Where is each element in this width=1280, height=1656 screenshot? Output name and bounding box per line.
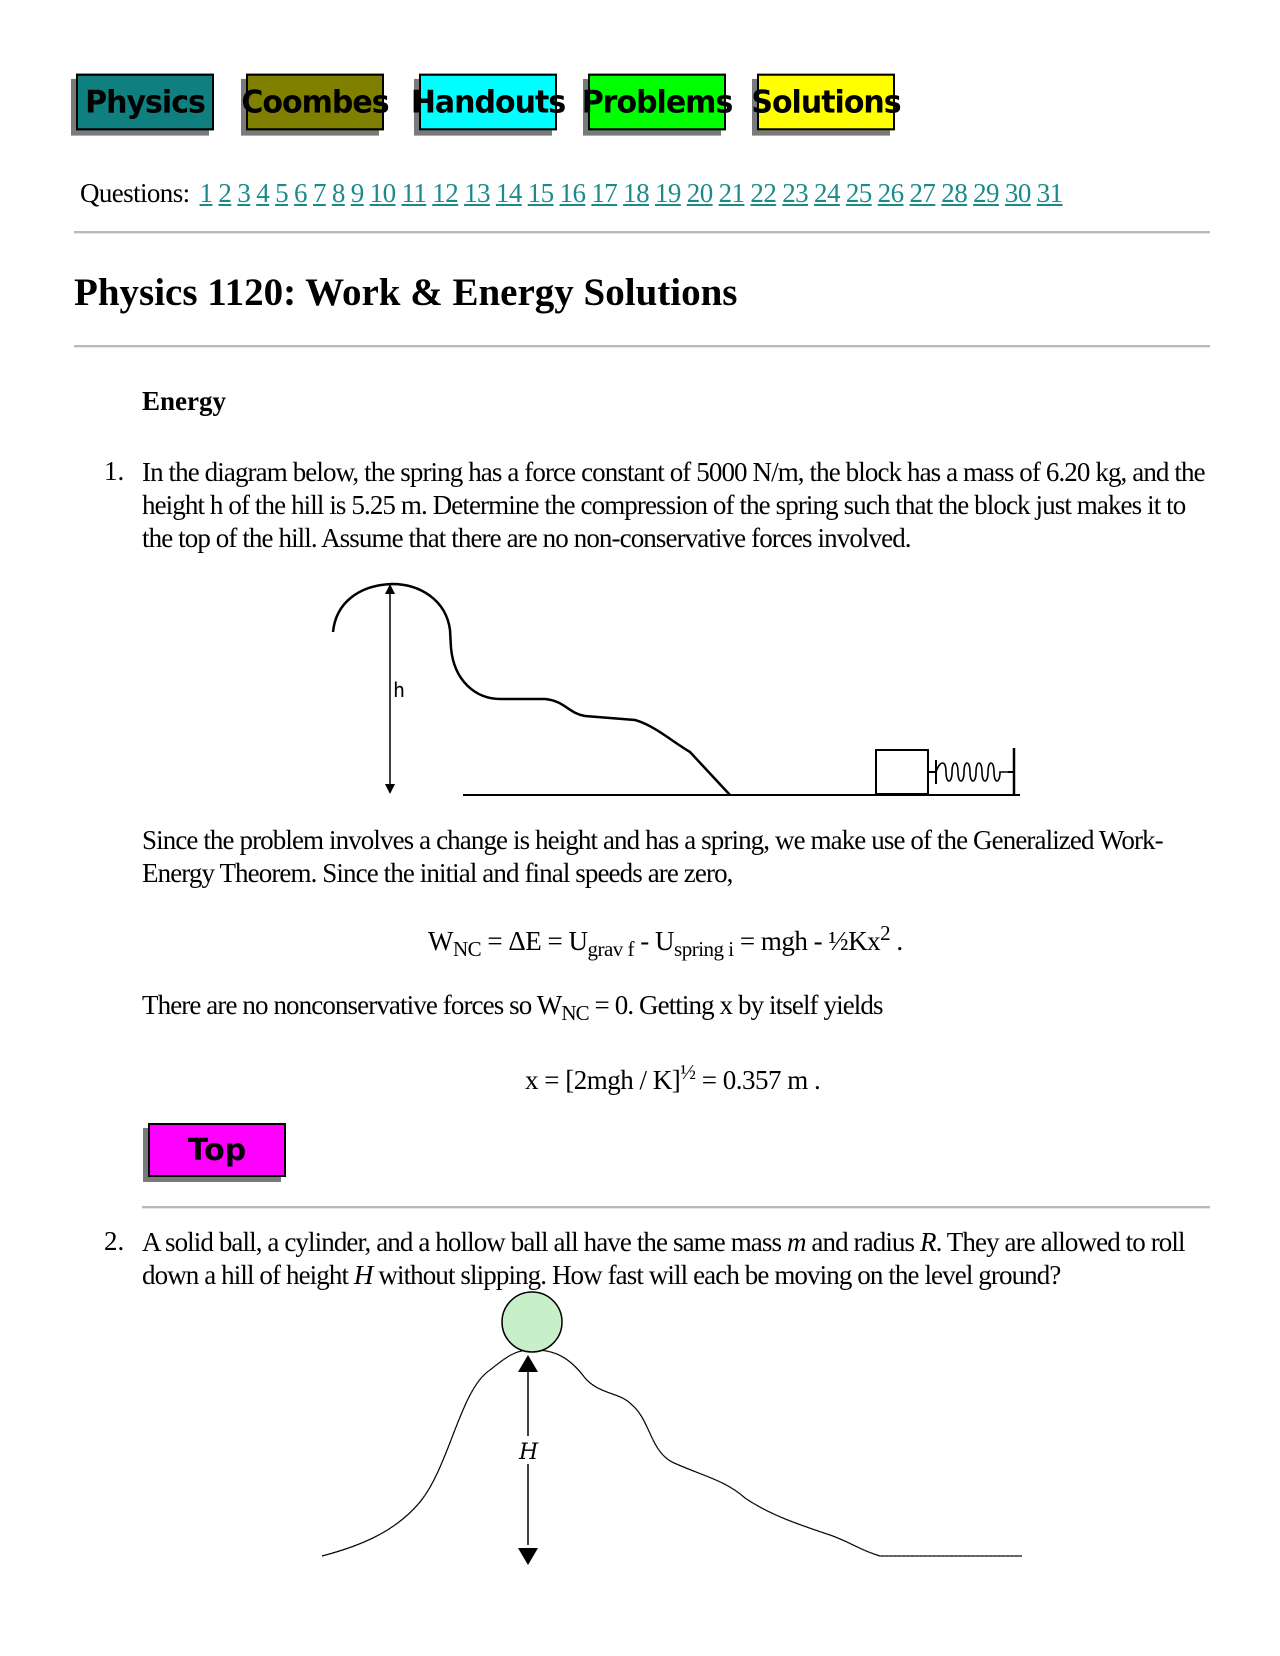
question-2-text: A solid ball, a cylinder, and a hollow ball all have the same mass m and radius R. They are allowed to roll down a hill of height H without slipping. How fast will each be moving on the level ground? [142,1227,1185,1290]
question-link-17[interactable]: 17 [591,178,618,208]
question-link-23[interactable]: 23 [782,178,809,208]
nav-problems-button[interactable]: Problems [588,74,726,131]
question-link-9[interactable]: 9 [350,178,364,208]
equation-1: $W_{NC} = \Delta E = U_{grav f} - U_{spring i}$ = mgh - ½Kx$^2$ . [428,921,903,961]
question-link-14[interactable]: 14 [495,178,522,208]
question-link-13[interactable]: 13 [464,178,490,208]
question-link-29[interactable]: 29 [973,178,999,208]
question-link-5[interactable]: 5 [275,178,289,208]
explanation-text: Since the problem involves a change is height and has a spring, we make use of the Generalized Work-Energy Theorem. Since the initial and final speeds are zero, [142,825,1163,888]
height-label: h [393,678,406,702]
nav-coombes-button[interactable]: Coombes [246,74,384,131]
question-link-28[interactable]: 28 [941,178,968,208]
question-link-2[interactable]: 2 [218,178,232,208]
question-link-20[interactable]: 20 [686,178,713,208]
question-link-11[interactable]: 11 [401,178,427,208]
nav-handouts-button[interactable]: Handouts [419,74,557,131]
question-link-6[interactable]: 6 [294,178,307,208]
question-link-7[interactable]: 7 [312,178,326,208]
question-link-27[interactable]: 27 [909,178,936,208]
height-label: H [519,1440,539,1465]
question-link-10[interactable]: 10 [369,178,396,208]
hill-curve [322,1350,1022,1556]
arrow-up-icon [518,1355,538,1372]
nav-solutions-button[interactable]: Solutions [757,74,895,131]
question-link-4[interactable]: 4 [256,178,270,208]
question-link-19[interactable]: 19 [654,178,681,208]
hill-outline [322,1350,1022,1556]
question-link-25[interactable]: 25 [845,178,872,208]
nonconservative-line: There are no nonconservative forces so $W_{NC} = 0$. Getting x by itself yields [142,990,883,1025]
question-link-22[interactable]: 22 [750,178,777,208]
questions-label: Questions: [80,178,190,208]
question-link-12[interactable]: 12 [432,178,459,208]
section-title: Energy [142,386,226,416]
question-link-15[interactable]: 15 [527,178,554,208]
question-link-31[interactable]: 31 [1036,178,1063,208]
question-link-26[interactable]: 26 [877,178,904,208]
question-link-1[interactable]: 1 [199,178,213,208]
question-number: 2. [104,1226,125,1256]
question-link-3[interactable]: 3 [237,178,251,208]
question-link-18[interactable]: 18 [623,178,649,208]
page-title: Physics 1120: Work & Energy Solutions [74,271,738,314]
question-link-16[interactable]: 16 [559,178,586,208]
question-link-30[interactable]: 30 [1004,178,1031,208]
question-link-24[interactable]: 24 [814,178,840,208]
question-link-8[interactable]: 8 [331,178,345,208]
question-link-21[interactable]: 21 [718,178,745,208]
arrow-down-icon [518,1548,538,1565]
ball [502,1292,562,1352]
equation-2: x = [2mgh / K]$^{\frac{1}{2}}$ = 0.357 m . [525,1060,821,1095]
nav-physics-button[interactable]: Physics [76,74,214,131]
top-button[interactable]: Top [148,1123,286,1177]
question-number: 1. [104,456,125,486]
question-1-text: In the diagram below, the spring has a force constant of 5000 N/m, the block has a mass of 6.20 kg, and the height h of the hill is 5.25 m. Determine the compression of the spring such that the block just makes it to the top of the hill. Assume that there are no non-conservative forces involved. [142,457,1205,553]
